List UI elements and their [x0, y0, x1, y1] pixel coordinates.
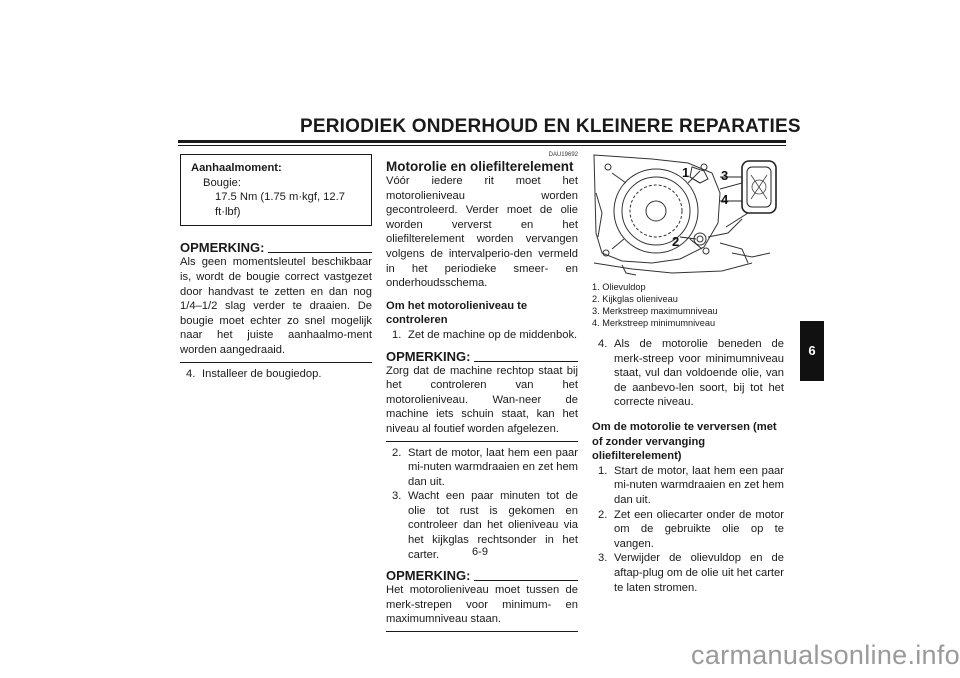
callout-1: 1 — [682, 165, 690, 180]
watermark: carmanualsonline.info — [691, 640, 960, 670]
step-text: Installeer de bougiedop. — [202, 367, 322, 380]
step-text: Zet de machine op de middenbok. — [408, 328, 578, 341]
step-number: 1. — [392, 328, 402, 341]
step-text: Start de motor, laat hem een paar mi-nuten warmdraaien en zet hem dan uit. — [408, 446, 578, 488]
note-divider — [386, 437, 578, 442]
header-rule-thin — [178, 145, 786, 146]
column-middle — [386, 148, 578, 636]
note-heading — [180, 240, 372, 255]
note-heading — [386, 349, 578, 364]
note-text: Zorg dat de machine rechtop staat bij het controleren van het motorolieniveau. Wan-neer de machine iets schuin staat, kan het niveau al foutief worden afgelezen. — [386, 364, 578, 435]
subsection-title: Om het motorolieniveau te controleren — [386, 299, 528, 327]
step-number: 2. — [598, 508, 608, 521]
note-label: OPMERKING: — [386, 568, 471, 584]
list-item — [392, 328, 578, 343]
header-rule — [178, 140, 786, 143]
list-item — [598, 551, 784, 595]
note-text: Het motorolieniveau moet tussen de merk-strepen voor minimum- en maximumniveau staan. — [386, 584, 578, 626]
torque-box — [180, 154, 372, 226]
note-divider — [386, 627, 578, 632]
caption-item: 1. Olievuldop — [592, 282, 646, 292]
engine-crankcase-illustration — [592, 153, 784, 277]
note-label: OPMERKING: — [386, 348, 471, 364]
column-right — [592, 337, 784, 595]
note-label: OPMERKING: — [180, 240, 265, 256]
step-number: 4. — [598, 338, 608, 350]
caption-item: 2. Kijkglas olieniveau — [592, 294, 678, 304]
section-title: Motorolie en oliefilterelement — [386, 159, 574, 174]
figure-caption-list — [592, 281, 784, 329]
caption-item: 3. Merkstreep maximumniveau — [592, 306, 718, 316]
document-code: DAU19692 — [548, 152, 578, 158]
step-number: 3. — [598, 552, 608, 565]
step-number: 2. — [392, 446, 402, 459]
callout-3: 3 — [721, 168, 729, 183]
step-text: Verwijder de olievuldop en de aftap-plug om de olie uit het carter te laten stromen. — [614, 552, 784, 594]
note-divider — [180, 358, 372, 363]
step-number: 4. — [186, 367, 196, 380]
caption-item: 4. Merkstreep minimumniveau — [592, 318, 716, 328]
section-intro: Vóór iedere rit moet het motorolieniveau worden gecontroleerd. Verder moet de olie worden ververst en het oliefilterelement worden vervangen volgens de intervalperio-den vermeld in het periodieke smeer- en onderhoudsschema. — [386, 175, 578, 290]
step-number: 3. — [392, 490, 402, 503]
callout-2: 2 — [672, 234, 680, 249]
step-text: Zet een oliecarter onder de motor om de gebruikte olie op te vangen. — [614, 508, 784, 550]
step-number: 1. — [598, 464, 608, 477]
list-item — [392, 446, 578, 490]
list-item — [598, 508, 784, 552]
torque-box-item: Bougie: — [203, 176, 241, 189]
list-item — [186, 367, 372, 382]
note-heading — [386, 568, 578, 583]
page-number: 6-9 — [472, 546, 488, 558]
column-left — [180, 148, 372, 381]
subsection-title: Om de motorolie te verversen (met of zonder vervanging oliefilterelement) — [592, 420, 777, 463]
torque-box-value: 17.5 Nm (1.75 m·kgf, 12.7 ft·lbf) — [215, 191, 345, 218]
list-item — [598, 337, 784, 410]
callout-4: 4 — [721, 192, 729, 207]
step-text: Als de motorolie beneden de merk-streep voor minimumniveau staat, vul dan voldoende olie, van de aanbevo-len soort, bij tot het correcte niveau. — [614, 338, 784, 409]
chapter-tab: 6 — [800, 321, 824, 381]
torque-box-title: Aanhaalmoment: — [191, 162, 282, 174]
page-title: PERIODIEK ONDERHOUD EN KLEINERE REPARATIES — [300, 116, 801, 137]
engine-figure — [592, 153, 784, 277]
note-text: Als geen momentsleutel beschikbaar is, wordt de bougie correct vastgezet door handvast te zetten en dan nog 1/4–1/2 slag verder te draaien. De bougie moet echter zo snel mogelijk naar het juiste aanhaalmo-ment worden aangedraaid. — [180, 256, 372, 356]
list-item — [598, 464, 784, 508]
step-text: Wacht een paar minuten tot de olie tot rust is gekomen en controleer dan het olieniveau via het kijkglas rechtsonder in het carter. — [408, 490, 578, 561]
step-text: Start de motor, laat hem een paar mi-nuten warmdraaien en zet hem dan uit. — [614, 464, 784, 506]
